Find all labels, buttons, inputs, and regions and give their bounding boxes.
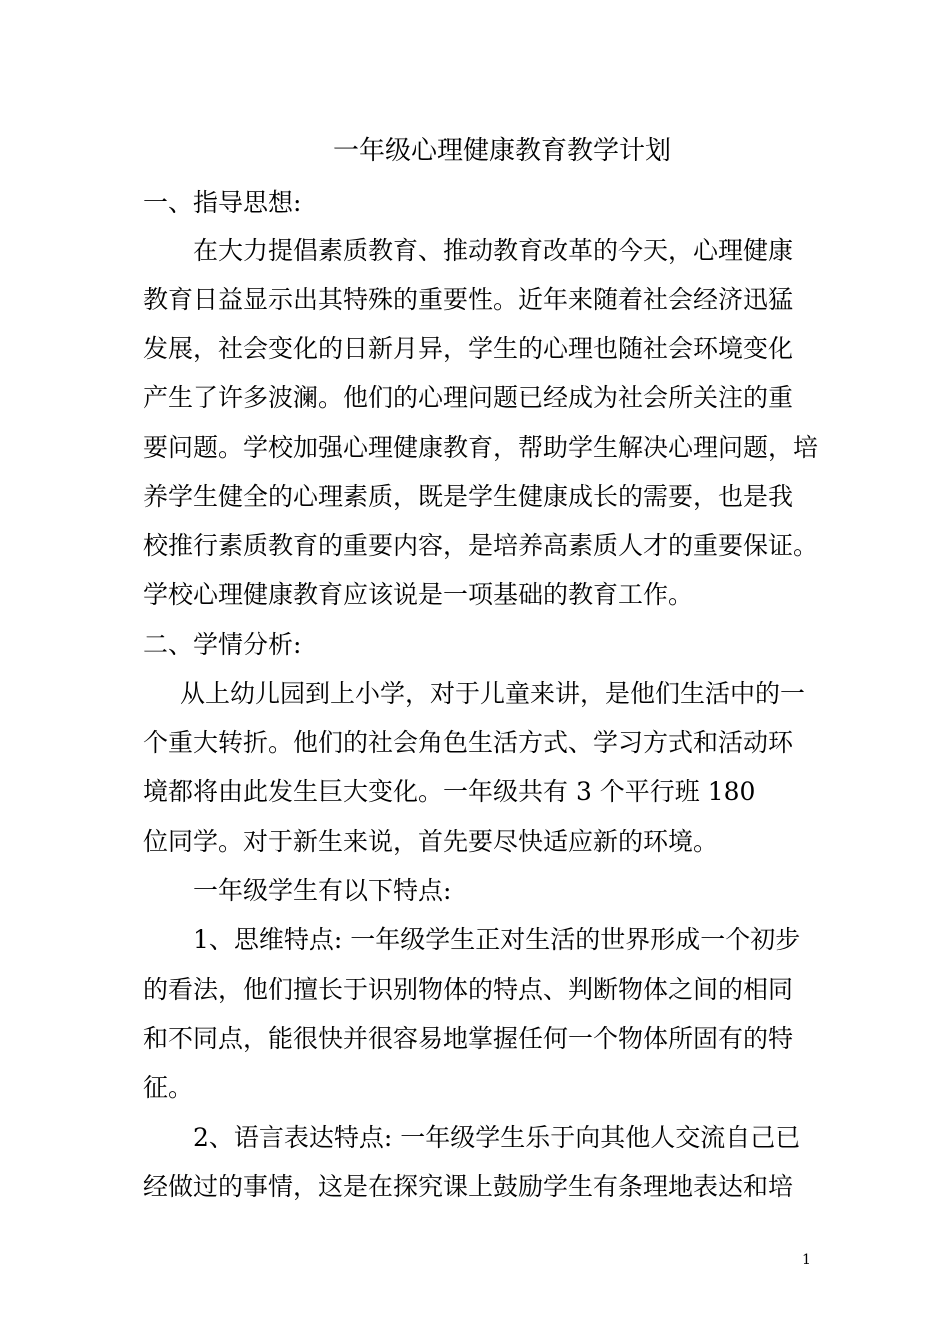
paragraph-line: 和不同点，能很快并很容易地掌握任何一个物体所固有的特	[143, 1024, 794, 1053]
paragraph-line: 2、语言表达特点: 一年级学生乐于向其他人交流自己已	[193, 1123, 801, 1152]
paragraph-line: 在大力提倡素质教育、推动教育改革的今天，心理健康	[193, 236, 794, 265]
paragraph-line: 产生了许多波澜。他们的心理问题已经成为社会所关注的重	[143, 383, 794, 412]
paragraph-line: 养学生健全的心理素质，既是学生健康成长的需要，也是我	[143, 482, 794, 511]
paragraph-line: 学校心理健康教育应该说是一项基础的教育工作。	[143, 580, 694, 609]
paragraph-line: 发展，社会变化的日新月异，学生的心理也随社会环境变化	[143, 334, 794, 363]
paragraph-line: 从上幼儿园到上小学，对于儿童来讲，是他们生活中的一	[180, 679, 806, 708]
paragraph-line: 一年级学生有以下特点:	[193, 876, 452, 905]
paragraph-line: 境都将由此发生巨大变化。一年级共有 3 个平行班 180	[143, 777, 756, 806]
paragraph-line: 经做过的事情，这是在探究课上鼓励学生有条理地表达和培	[143, 1172, 794, 1201]
paragraph-line: 的看法，他们擅长于识别物体的特点、判断物体之间的相同	[143, 975, 794, 1004]
section-heading-guiding-ideology: 一、指导思想:	[143, 188, 302, 217]
paragraph-line: 教育日益显示出其特殊的重要性。近年来随着社会经济迅猛	[143, 285, 794, 314]
paragraph-line: 位同学。对于新生来说，首先要尽快适应新的环境。	[143, 827, 719, 856]
paragraph-line: 个重大转折。他们的社会角色生活方式、学习方式和活动环	[143, 728, 794, 757]
paragraph-line: 征。	[143, 1073, 194, 1102]
section-heading-student-analysis: 二、学情分析:	[143, 630, 302, 659]
paragraph-line: 要问题。学校加强心理健康教育，帮助学生解决心理问题，培	[143, 433, 819, 462]
paragraph-line: 1、思维特点: 一年级学生正对生活的世界形成一个初步	[193, 925, 801, 954]
paragraph-line: 校推行素质教育的重要内容，是培养高素质人才的重要保证。	[143, 531, 819, 560]
page-number: 1	[802, 1252, 811, 1268]
document-title: 一年级心理健康教育教学计划	[332, 136, 671, 166]
